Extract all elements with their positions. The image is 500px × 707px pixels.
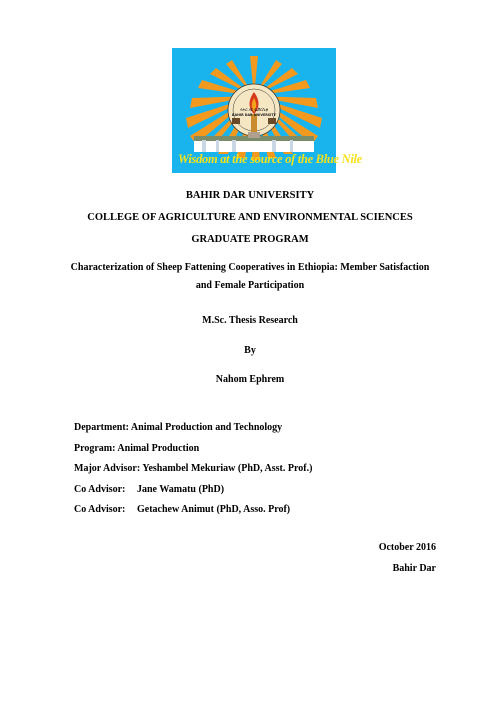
thesis-type: M.Sc. Thesis Research [202, 315, 298, 326]
by-label: By [244, 345, 256, 356]
major-advisor-line: Major Advisor: Yeshambel Mekuriaw (PhD, Asst. Prof.) [74, 463, 313, 474]
waterfall [194, 136, 314, 152]
co-advisor-2: Getachew Animut (PhD, Asso. Prof) [137, 504, 291, 515]
co-advisor-label-1: Co Advisor: [74, 484, 126, 495]
logo-motto: Wisdom at the source of the Blue Nile [178, 152, 362, 166]
college-name: COLLEGE OF AGRICULTURE AND ENVIRONMENTAL SCIENCES [87, 212, 413, 223]
author-name: Nahom Ephrem [215, 374, 285, 385]
submission-date: October 2016 [378, 542, 436, 553]
thesis-title-line-2: and Female Participation [195, 280, 305, 291]
university-name: BAHIR DAR UNIVERSITY [185, 190, 315, 201]
department-line: Department: Animal Production and Technology [74, 422, 283, 433]
university-logo [172, 48, 362, 173]
submission-place: Bahir Dar [392, 563, 436, 574]
co-advisor-label-2: Co Advisor: [74, 504, 126, 515]
program-line: Program: Animal Production [74, 443, 200, 454]
thesis-title-line-1: Characterization of Sheep Fattening Cooperatives in Ethiopia: Member Satisfaction [70, 262, 430, 273]
co-advisor-1: Jane Wamatu (PhD) [137, 484, 225, 495]
seal-amharic-text: ባሕር ዳር ዩኒቨርሲቲ [240, 107, 268, 112]
program-name: GRADUATE PROGRAM [191, 234, 309, 245]
seal-english-text: BAHIR DAR UNIVERSITY [232, 113, 276, 117]
